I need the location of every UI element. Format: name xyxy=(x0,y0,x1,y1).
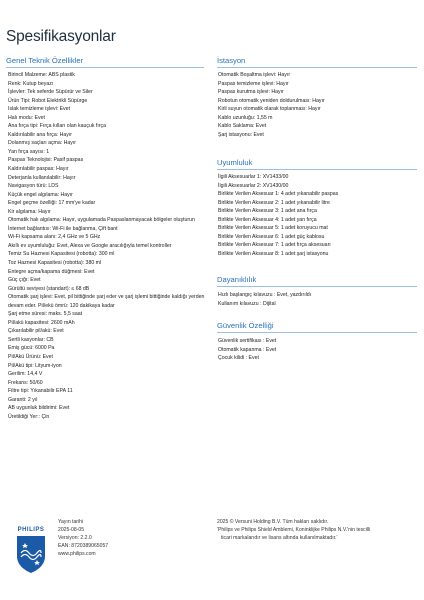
safety-section-rule xyxy=(217,332,417,333)
station-section-title: İstasyon xyxy=(217,56,246,65)
compat-spec-item: Birlikte Verilen Aksesuar 1: 4 adet yıkanabilir paspas xyxy=(218,191,339,198)
general-spec-item: Akıllı ev uyumluluğu: Evet, Alexa ve Google aracılığıyla temel kontroller xyxy=(8,242,172,249)
station-spec-item: Şarj istasyonu: Evet xyxy=(218,131,264,138)
general-spec-item: Pil/akü kapasitesi: 2600 mAh xyxy=(8,319,75,326)
footer-legal xyxy=(217,518,370,542)
general-spec-item: Küçük engel algılama: Hayır xyxy=(8,191,73,198)
footer-pub-label: Yayın tarihi xyxy=(58,519,84,525)
general-spec-item: Otomatik halı algılama: Hayır, uygulamada Paspaslanmayacak bölgeler oluşturun xyxy=(8,217,195,224)
general-spec-item: Kaldırılabilir ana fırça: Hayır xyxy=(8,131,73,138)
compat-spec-item: Birlikte Verilen Aksesuar 8: 1 adet şarj istasyonu xyxy=(218,250,329,257)
compat-section-title: Uyumluluk xyxy=(217,158,253,167)
general-spec-item: Emiş gücü: 6000 Pa xyxy=(8,345,55,352)
safety-spec-item: Otomatik kapanma : Evet xyxy=(218,346,277,353)
general-spec-item: Engel geçme özelliği: 17 mm'ye kadar xyxy=(8,200,96,207)
compat-spec-item: Birlikte Verilen Aksesuar 2: 1 adet yıkanabilir litre xyxy=(218,199,330,206)
general-spec-item: Birincil Malzeme: ABS plastik xyxy=(8,72,75,78)
general-spec-item: Pil/Akü Ürünü: Evet xyxy=(8,353,53,360)
station-section-rule xyxy=(217,67,417,68)
general-spec-item: Kaldırılabilir paspas: Hayır xyxy=(8,166,69,173)
general-spec-item: Gürültü seviyesi (standart): ≤ 68 dB xyxy=(8,285,90,292)
general-spec-item: Gerilim: 14,4 V xyxy=(8,371,43,378)
general-spec-item: Ürün Tipi: Robot Elektrikli Süpürge xyxy=(8,97,88,104)
general-spec-item: Islak temizleme işlevi: Evet xyxy=(8,106,70,113)
footer-trademark-line-1: 'Philips ve Philips Shield Amblemi, Koninklijke Philips N.V.'nin tescilli xyxy=(217,527,371,534)
compat-spec-list xyxy=(218,173,338,258)
compat-spec-item: İlgili Aksesuarlar 1: XV1433/00 xyxy=(218,174,289,180)
general-spec-item: Wi-Fi kapsama alanı: 2,4 GHz ve 5 GHz xyxy=(8,234,101,241)
compat-spec-item: Birlikte Verilen Aksesuar 5: 1 adet koruyucu mat xyxy=(218,225,328,232)
general-spec-item: Deterjanla kullanılabilir: Hayır xyxy=(8,174,76,181)
station-spec-item: Kirli suyun otomatik olarak toplanması: Hayır xyxy=(218,106,321,113)
compat-spec-item: Birlikte Verilen Aksesuar 6: 1 adet güç kablosu xyxy=(218,233,325,240)
station-spec-item: Robotun otomatik yeniden doldurulması: Hayır xyxy=(218,97,325,104)
compat-spec-item: Birlikte Verilen Aksesuar 7: 1 adet fırça aksesuarı xyxy=(218,242,331,249)
safety-spec-item: Çocuk kilidi : Evet xyxy=(218,355,259,362)
general-spec-item: Frekans: 50/60 xyxy=(8,379,43,386)
general-spec-item: Paspas Teknolojisi: Pasif paspas xyxy=(8,157,84,164)
general-spec-item: Yan fırça sayısı: 1 xyxy=(8,148,50,155)
station-spec-item: Kablo uzunluğu: 1,55 m xyxy=(218,114,273,121)
general-section-rule xyxy=(6,67,204,68)
durability-spec-item: Hızlı başlangıç kılavuzu : Evet, yazdırıldı xyxy=(218,292,312,298)
footer-version: Versiyon: 2.2.0 xyxy=(58,535,92,542)
station-spec-item: Kablo Saklama: Evet xyxy=(218,123,267,130)
footer-trademark-line-2: ticari markalarıdır ve lisans altında kullanılmaktadır.' xyxy=(221,535,338,542)
durability-section-rule xyxy=(217,286,417,287)
page-title: Spesifikasyonlar xyxy=(6,28,116,45)
general-spec-item: Entegre açma/kapama düğmesi: Evet xyxy=(8,268,95,275)
durability-spec-item: Kullanım kılavuzu : Dijital xyxy=(218,300,276,307)
safety-spec-list xyxy=(218,337,276,363)
general-spec-item: Renk: Kutup beyazı xyxy=(8,80,54,87)
station-spec-list xyxy=(218,71,325,139)
station-spec-item: Otomatik Boşaltma işlevi: Hayır xyxy=(218,72,291,78)
footer-ean: EAN: 8720389065057 xyxy=(58,543,109,550)
general-spec-item: İnternet bağlantısı: Wi-Fi ile bağlanma, Çift bant xyxy=(8,225,118,232)
general-spec-item: Dolanmış saçları açma: Hayır xyxy=(8,140,77,147)
general-spec-item: Otomatik şarj işlevi: Evet, pil bittiğinde şarj eder ve şarj işlemi bittiğinde kaldığı yerden devam eder. Pil/ekü ömrü: 120 dakikaya kadar xyxy=(8,294,205,309)
compat-spec-item: Birlikte Verilen Aksesuar 3: 1 adet ana fırça xyxy=(218,208,317,215)
general-spec-item: Sertli kasyonlar: CB xyxy=(8,336,54,343)
general-spec-item: Toz Haznesi Kapasitesi (robotta): 380 ml xyxy=(8,260,102,267)
general-spec-item: Kir algılama: Hayır xyxy=(8,208,51,215)
general-spec-item: Pil/Akü tipi: Lityum-iyon xyxy=(8,362,62,369)
general-spec-item: Filtre tipi: Yıkanabilir EPA 11 xyxy=(8,388,73,395)
footer-pub-date: 2025-08-05 xyxy=(58,527,85,534)
brand-wordmark: PHILIPS xyxy=(17,527,45,533)
station-spec-item: Paspas kurutma işlevi: Hayır xyxy=(218,89,284,96)
safety-section-title: Güvenlik Özelliği xyxy=(217,321,274,330)
durability-spec-list xyxy=(218,291,311,308)
general-spec-item: Üretildiği Yer:: Çin xyxy=(8,413,50,420)
general-spec-item: Çıkarılabilir pil/akü: Evet xyxy=(8,328,64,335)
general-spec-item: Halı modu: Evet xyxy=(8,114,45,121)
general-spec-item: Şarj etme süresi: maks. 5,5 saat xyxy=(8,311,83,318)
general-spec-item: AB uygunluk bildirimi: Evet xyxy=(8,405,70,412)
compat-section-rule xyxy=(217,169,417,170)
general-section-title: Genel Teknik Özellikler xyxy=(6,56,84,65)
footer-copyright: 2025 © Versuni Holding B.V. Tüm hakları saklıdır. xyxy=(217,519,329,525)
durability-section-title: Dayanıklılık xyxy=(217,275,257,284)
general-spec-item: Garanti: 2 yıl xyxy=(8,396,38,403)
general-spec-item: Güç çığı: Evet xyxy=(8,277,41,284)
station-spec-item: Paspas temizleme işlevi: Hayır xyxy=(218,80,289,87)
general-spec-item: Ana fırça tipi: Fırça kılları olan kauçuk fırça xyxy=(8,123,107,130)
footer-website[interactable]: www.philips.com xyxy=(58,551,96,558)
general-spec-list xyxy=(8,71,206,421)
footer-publication-info xyxy=(58,518,108,558)
compat-spec-item: İlgili Aksesuarlar 2: XV1430/00 xyxy=(218,182,289,189)
general-spec-item: Navigasyon türü: LDS xyxy=(8,183,59,190)
general-spec-item: Temiz Su Haznesi Kapasitesi (robotta): 300 ml xyxy=(8,251,115,258)
safety-spec-item: Güvenlik sertifikası : Evet xyxy=(218,338,277,344)
philips-shield-icon xyxy=(14,534,48,574)
general-spec-item: İşlevler: Tek seferde Süpürür ve Siler xyxy=(8,89,93,96)
compat-spec-item: Birlikte Verilen Aksesuar 4: 1 adet yan fırça xyxy=(218,216,317,223)
